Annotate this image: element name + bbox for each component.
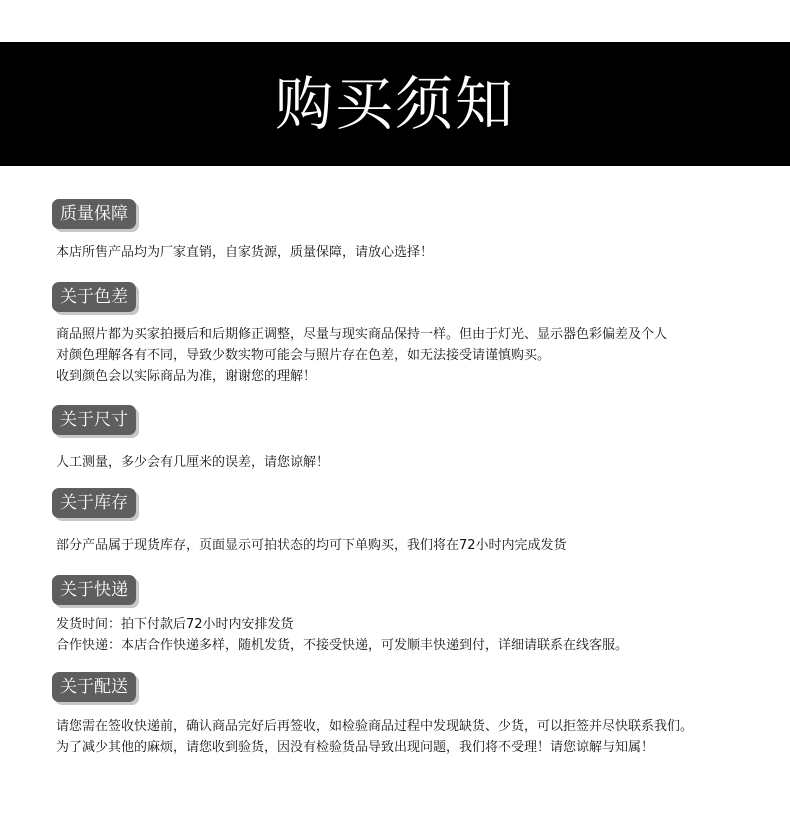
header-banner xyxy=(0,42,790,166)
section-heading-size: 关于尺寸 xyxy=(52,405,136,435)
text-line: 合作快递：本店合作快递多样，随机发货，不接受快递，可发顺丰快递到付，详细请联系在线客服。 xyxy=(56,638,629,653)
section-body-shipping xyxy=(56,614,776,656)
page-title: 购买须知 xyxy=(274,70,515,138)
text-line: 请您需在签收快递前，确认商品完好后再签收，如检验商品过程中发现缺货、少货，可以拒签并尽快联系我们。 xyxy=(56,719,694,734)
section-heading-quality: 质量保障 xyxy=(52,199,136,229)
section-body-size xyxy=(56,452,776,473)
section-body-quality xyxy=(56,242,776,263)
section-heading-delivery: 关于配送 xyxy=(52,672,136,702)
text-line: 人工测量，多少会有几厘米的误差，请您谅解！ xyxy=(56,455,330,470)
section-body-stock xyxy=(56,535,776,556)
section-body-color xyxy=(56,324,776,387)
text-line: 对颜色理解各有不同，导致少数实物可能会与照片存在色差，如无法接受请谨慎购买。 xyxy=(56,348,551,363)
section-body-delivery xyxy=(56,716,776,758)
section-heading-shipping: 关于快递 xyxy=(52,575,136,605)
text-line: 商品照片都为买家拍摄后和后期修正调整，尽量与现实商品保持一样。但由于灯光、显示器色彩偏差及个人 xyxy=(56,327,668,342)
text-line: 收到颜色会以实际商品为准，谢谢您的理解！ xyxy=(56,369,317,384)
text-line: 本店所售产品均为厂家直销，自家货源，质量保障，请放心选择！ xyxy=(56,245,434,260)
text-line: 为了减少其他的麻烦，请您收到验货，因没有检验货品导致出现问题，我们将不受理！请您谅解与知属！ xyxy=(56,740,655,755)
text-line: 发货时间：拍下付款后72小时内安排发货 xyxy=(56,617,294,632)
text-line: 部分产品属于现货库存，页面显示可拍状态的均可下单购买，我们将在72小时内完成发货 xyxy=(56,538,567,553)
section-heading-stock: 关于库存 xyxy=(52,488,136,518)
section-heading-color: 关于色差 xyxy=(52,282,136,312)
